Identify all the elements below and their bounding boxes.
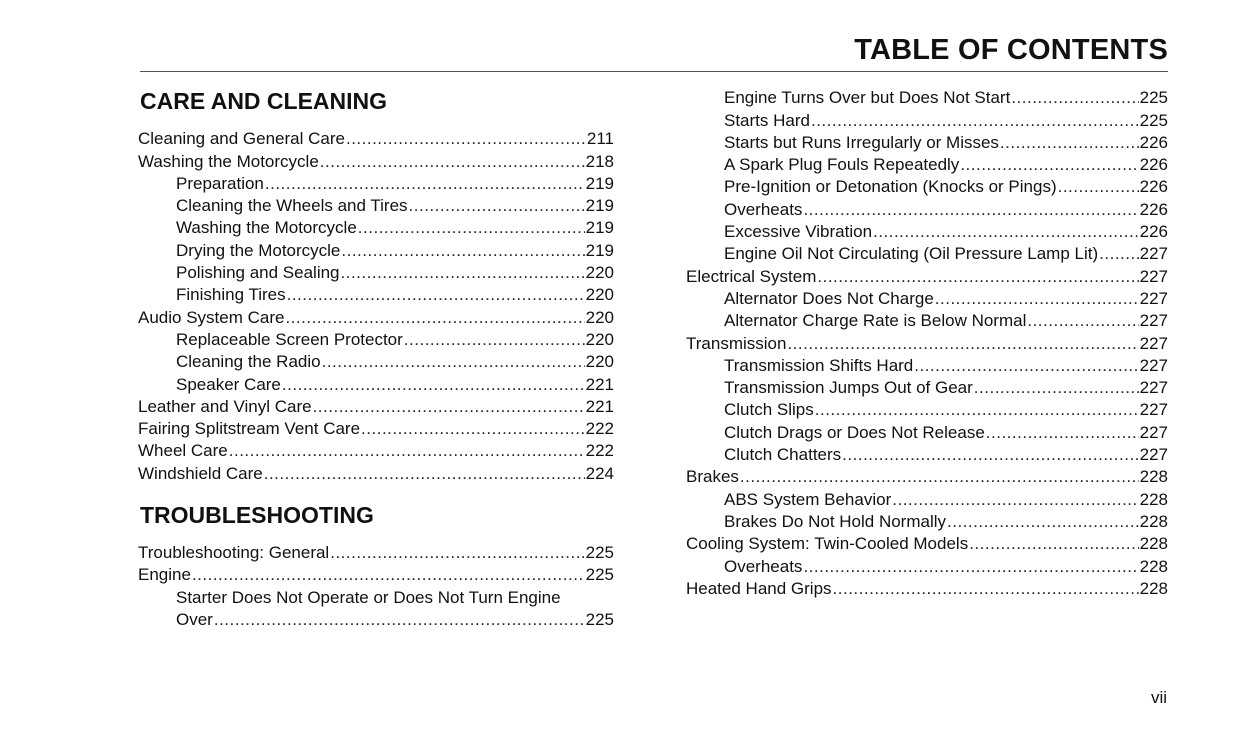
toc-entry-label: Alternator Does Not Charge — [724, 288, 934, 308]
toc-entry-label: Over — [176, 609, 213, 629]
toc-entry-label: Drying the Motorcycle — [176, 240, 341, 260]
toc-entry[interactable] — [686, 175, 1168, 197]
toc-entry-label: Alternator Charge Rate is Below Normal — [724, 311, 1027, 331]
toc-entry-label: Cleaning the Wheels and Tires — [176, 196, 408, 216]
toc-entry-label: Leather and Vinyl Care — [138, 396, 312, 416]
toc-entry-page: 227 — [1139, 400, 1168, 420]
dot-leader — [346, 129, 586, 149]
toc-entry-label: Overheats — [724, 556, 803, 576]
toc-entry-page: 227 — [1139, 288, 1168, 308]
toc-entry-starter-continued[interactable] — [138, 608, 614, 630]
dot-leader — [1000, 133, 1139, 153]
right-column — [686, 86, 1168, 599]
toc-entry-page: 211 — [586, 129, 614, 149]
toc-entry-page: 220 — [585, 307, 614, 327]
toc-entry-label: Finishing Tires — [176, 285, 286, 305]
toc-entry-label: Speaker Care — [176, 374, 281, 394]
dot-leader — [1099, 244, 1138, 264]
toc-entry[interactable] — [686, 420, 1168, 442]
dot-leader — [192, 565, 585, 585]
toc-entry-page: 227 — [1139, 244, 1168, 264]
toc-entry[interactable] — [686, 131, 1168, 153]
dot-leader — [969, 534, 1138, 554]
dot-leader — [811, 111, 1139, 131]
toc-entry-page: 226 — [1139, 199, 1168, 219]
dot-leader — [935, 289, 1139, 309]
toc-entry-page: 222 — [585, 441, 614, 461]
toc-entry-page: 219 — [585, 173, 614, 193]
dot-leader — [1027, 311, 1138, 331]
toc-entry[interactable] — [686, 153, 1168, 175]
troubleshooting-list — [138, 541, 614, 586]
toc-entry[interactable] — [686, 354, 1168, 376]
toc-entry[interactable] — [138, 563, 614, 585]
section-heading-care-and-cleaning: CARE AND CLEANING — [140, 88, 388, 114]
toc-entry-page: 225 — [585, 565, 614, 585]
toc-entry-label: Transmission Jumps Out of Gear — [724, 378, 973, 398]
dot-leader — [341, 263, 585, 283]
toc-entry-label: Washing the Motorcycle — [138, 151, 319, 171]
toc-entry-label: Replaceable Screen Protector — [176, 329, 403, 349]
toc-entry-page: 220 — [585, 329, 614, 349]
dot-leader — [914, 356, 1138, 376]
toc-entry-page: 219 — [585, 240, 614, 260]
toc-entry[interactable] — [686, 465, 1168, 487]
dot-leader — [341, 241, 584, 261]
dot-leader — [740, 467, 1139, 487]
toc-entry[interactable] — [138, 172, 614, 194]
toc-entry[interactable] — [138, 439, 614, 461]
toc-entry-label: A Spark Plug Fouls Repeatedly — [724, 155, 960, 175]
toc-entry[interactable] — [686, 331, 1168, 353]
dot-leader — [409, 196, 585, 216]
dot-leader — [404, 330, 585, 350]
toc-entry-page: 228 — [1139, 489, 1168, 509]
toc-entry[interactable] — [686, 264, 1168, 286]
toc-entry-label: Heated Hand Grips — [686, 578, 832, 598]
dot-leader — [229, 441, 585, 461]
section-heading-troubleshooting: TROUBLESHOOTING — [140, 501, 374, 528]
title-divider — [140, 71, 1168, 72]
dot-leader — [265, 174, 585, 194]
toc-entry-page: 227 — [1139, 422, 1168, 442]
toc-entry-page: 220 — [585, 263, 614, 283]
dot-leader — [214, 610, 585, 630]
toc-entry[interactable] — [138, 305, 614, 327]
toc-entry[interactable] — [138, 238, 614, 260]
toc-entry-label: Starts Hard — [724, 110, 810, 130]
toc-entry-page: 225 — [585, 609, 614, 629]
toc-entry[interactable] — [686, 86, 1168, 108]
toc-entry-page: 227 — [1139, 445, 1168, 465]
toc-entry-page: 226 — [1139, 222, 1168, 242]
toc-entry[interactable] — [138, 395, 614, 417]
toc-entry-label: Starter Does Not Operate or Does Not Turn Engine — [176, 587, 561, 607]
toc-entry-label: Wheel Care — [138, 441, 228, 461]
toc-entry[interactable] — [138, 328, 614, 350]
toc-entry-page: 221 — [585, 396, 614, 416]
toc-entry-page: 227 — [1139, 311, 1168, 331]
dot-leader — [358, 218, 585, 238]
dot-leader — [1011, 88, 1138, 108]
toc-entry[interactable] — [686, 510, 1168, 532]
toc-entry[interactable] — [686, 309, 1168, 331]
toc-entry-page: 226 — [1139, 177, 1168, 197]
toc-entry-page: 227 — [1139, 333, 1168, 353]
toc-entry-page: 224 — [585, 463, 614, 483]
toc-entry-label: Windshield Care — [138, 463, 263, 483]
toc-entry[interactable] — [686, 532, 1168, 554]
dot-leader — [330, 543, 584, 563]
toc-entry-label: Washing the Motorcycle — [176, 218, 357, 238]
toc-entry[interactable] — [686, 108, 1168, 130]
toc-entry[interactable] — [138, 350, 614, 372]
toc-entry[interactable] — [686, 376, 1168, 398]
toc-entry-label: Pre-Ignition or Detonation (Knocks or Pings) — [724, 177, 1057, 197]
dot-leader — [873, 222, 1139, 242]
toc-entry-page: 228 — [1139, 467, 1168, 487]
toc-entry-starter[interactable] — [138, 585, 614, 607]
dot-leader — [817, 267, 1138, 287]
toc-entry[interactable] — [138, 216, 614, 238]
toc-entry-page: 227 — [1139, 378, 1168, 398]
toc-entry[interactable] — [686, 242, 1168, 264]
toc-entry[interactable] — [686, 487, 1168, 509]
toc-entry-label: Troubleshooting: General — [138, 543, 330, 563]
toc-entry-label: Audio System Care — [138, 307, 285, 327]
toc-entry[interactable] — [138, 372, 614, 394]
dot-leader — [787, 334, 1138, 354]
dot-leader — [313, 397, 585, 417]
dot-leader — [264, 464, 585, 484]
toc-entry-page: 219 — [585, 196, 614, 216]
toc-entry[interactable] — [686, 554, 1168, 576]
toc-entry[interactable] — [686, 220, 1168, 242]
dot-leader — [842, 445, 1138, 465]
dot-leader — [833, 579, 1139, 599]
toc-entry-page: 218 — [585, 151, 614, 171]
toc-entry-label: Clutch Slips — [724, 400, 814, 420]
toc-entry[interactable] — [138, 417, 614, 439]
toc-entry-page: 225 — [1139, 110, 1168, 130]
toc-entry-page: 228 — [1139, 556, 1168, 576]
toc-entry-label: Brakes Do Not Hold Normally — [724, 511, 947, 531]
toc-entry[interactable] — [138, 283, 614, 305]
toc-entry-label: Cleaning the Radio — [176, 352, 321, 372]
toc-entry-page: 222 — [585, 419, 614, 439]
page-title: TABLE OF CONTENTS — [854, 34, 1168, 66]
toc-entry-label: Overheats — [724, 199, 803, 219]
toc-entry-label: Fairing Splitstream Vent Care — [138, 419, 361, 439]
toc-entry-page: 220 — [585, 352, 614, 372]
toc-entry-page: 220 — [585, 285, 614, 305]
toc-entry-page: 226 — [1139, 132, 1168, 152]
toc-entry-page: 221 — [585, 374, 614, 394]
dot-leader — [285, 308, 584, 328]
dot-leader — [1058, 177, 1139, 197]
toc-entry[interactable] — [138, 194, 614, 216]
toc-entry-page: 225 — [1139, 88, 1168, 108]
care-and-cleaning-list — [138, 127, 614, 484]
toc-entry-page: 225 — [585, 543, 614, 563]
toc-entry-label: Transmission — [686, 333, 787, 353]
dot-leader — [947, 512, 1139, 532]
toc-entry[interactable] — [138, 149, 614, 171]
dot-leader — [974, 378, 1139, 398]
toc-entry-page: 219 — [585, 218, 614, 238]
left-column — [138, 85, 614, 630]
toc-entry[interactable] — [138, 461, 614, 483]
toc-entry-label: Engine Oil Not Circulating (Oil Pressure Lamp Lit) — [724, 244, 1099, 264]
toc-entry-label: Electrical System — [686, 266, 817, 286]
toc-entry[interactable] — [686, 398, 1168, 420]
toc-entry-page: 228 — [1139, 511, 1168, 531]
troubleshooting-continued-list — [686, 86, 1168, 599]
dot-leader — [960, 155, 1138, 175]
toc-entry-label: Transmission Shifts Hard — [724, 355, 914, 375]
dot-leader — [815, 400, 1139, 420]
toc-entry-label: Clutch Drags or Does Not Release — [724, 422, 985, 442]
toc-entry-label: Engine — [138, 565, 191, 585]
toc-entry[interactable] — [686, 443, 1168, 465]
toc-entry-page: 226 — [1139, 155, 1168, 175]
toc-entry[interactable] — [686, 287, 1168, 309]
toc-entry-label: ABS System Behavior — [724, 489, 892, 509]
toc-entry[interactable] — [686, 197, 1168, 219]
dot-leader — [892, 490, 1138, 510]
dot-leader — [986, 423, 1139, 443]
toc-entry-label: Engine Turns Over but Does Not Start — [724, 88, 1011, 108]
toc-entry-label: Brakes — [686, 467, 739, 487]
toc-entry-label: Starts but Runs Irregularly or Misses — [724, 132, 999, 152]
toc-entry-label: Preparation — [176, 173, 264, 193]
toc-entry-page: 227 — [1139, 266, 1168, 286]
dot-leader — [361, 419, 585, 439]
toc-entry-page: 228 — [1139, 534, 1168, 554]
toc-entry-label: Polishing and Sealing — [176, 263, 340, 283]
toc-entry-label: Cleaning and General Care — [138, 129, 345, 149]
dot-leader — [320, 152, 585, 172]
toc-entry-label: Excessive Vibration — [724, 222, 873, 242]
dot-leader — [282, 375, 585, 395]
toc-entry[interactable] — [138, 541, 614, 563]
dot-leader — [287, 285, 585, 305]
toc-entry-label: Clutch Chatters — [724, 445, 842, 465]
toc-entry[interactable] — [686, 577, 1168, 599]
toc-entry-page: 228 — [1139, 578, 1168, 598]
toc-entry-label: Cooling System: Twin-Cooled Models — [686, 534, 969, 554]
starter-entry-block — [138, 585, 614, 630]
toc-entry-page: 227 — [1139, 355, 1168, 375]
toc-entry[interactable] — [138, 261, 614, 283]
toc-entry[interactable] — [138, 127, 614, 149]
page-number: vii — [1150, 688, 1167, 707]
dot-leader — [803, 200, 1138, 220]
dot-leader — [803, 557, 1138, 577]
dot-leader — [322, 352, 585, 372]
